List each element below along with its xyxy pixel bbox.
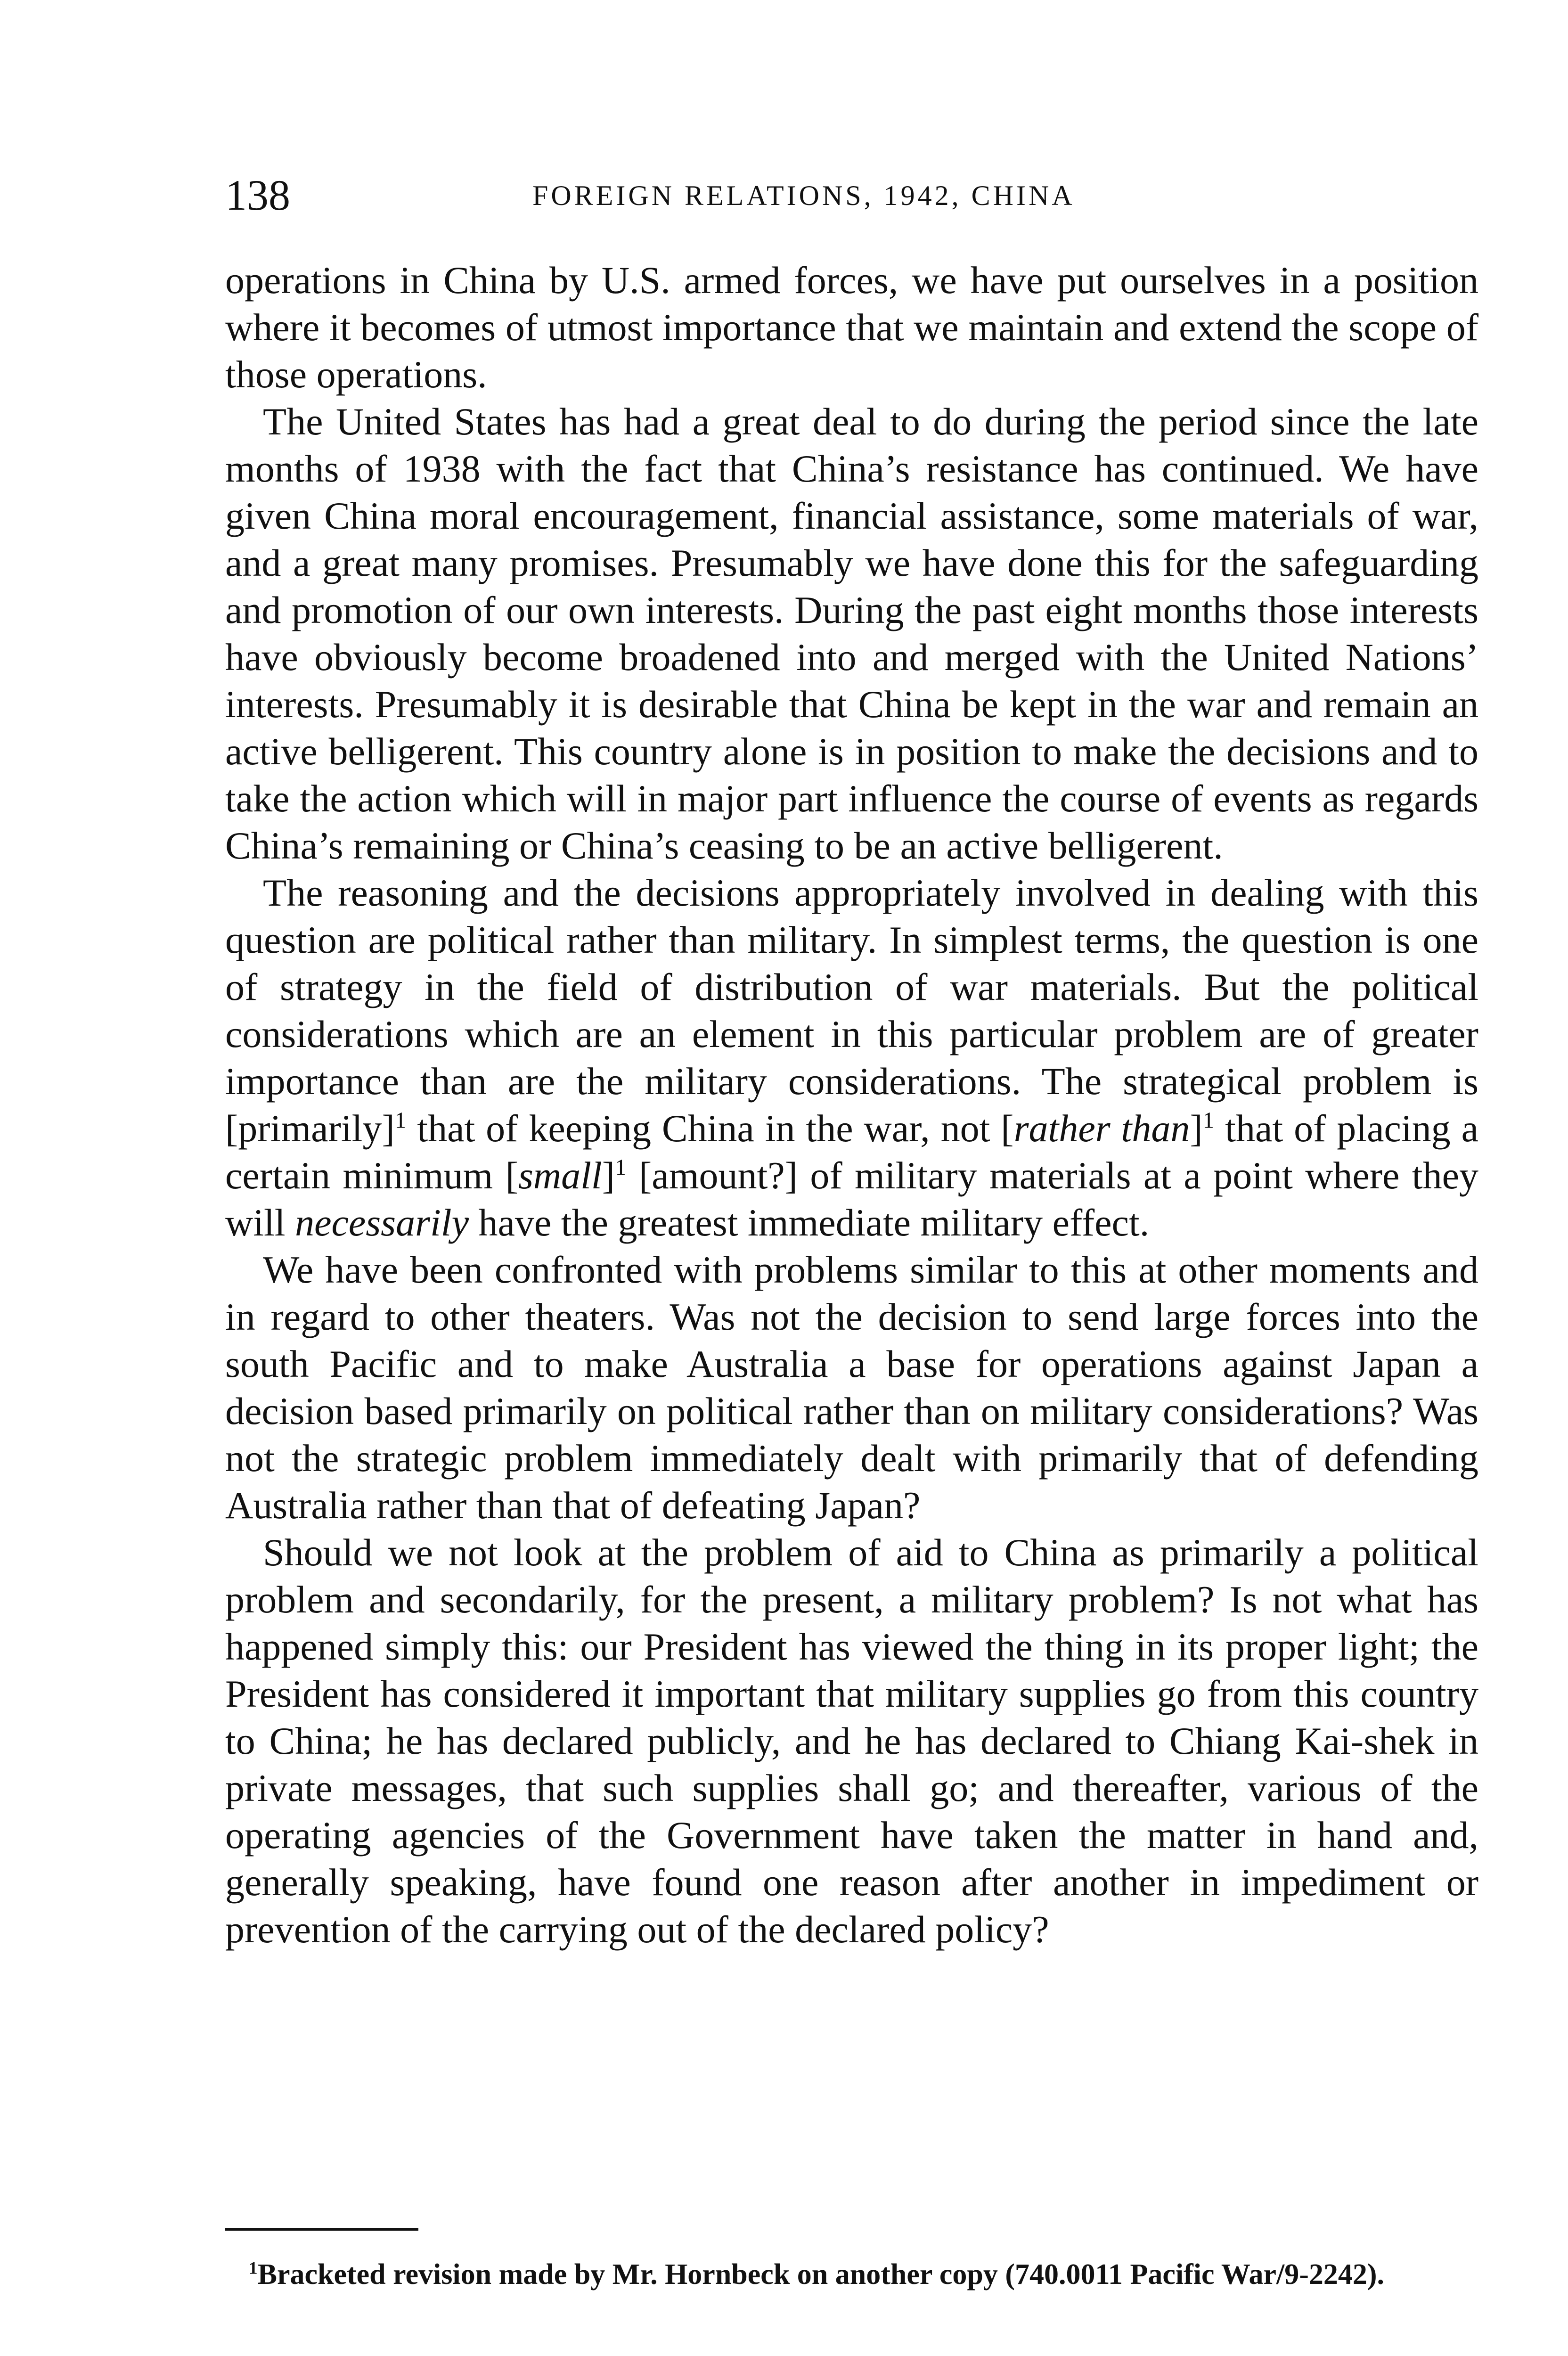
footnote-divider [225,2228,418,2231]
footnote-reference: 1 [394,1107,407,1133]
footnote-mark: 1 [249,2258,258,2278]
paragraph-3-text: [amount?] of military materials at a point where they will [225,1154,1478,1244]
paragraph-3-text: The reasoning and the decisions appropriately involved in dealing with this question are political rather than military. In simplest terms, the question is one of strategy in the field of distribution of war materials. But the political considerations which are an element in this particular problem are of greater importance than are the military considerations. The strategical problem is [primarily] [225,871,1478,1150]
paragraph-4: We have been confronted with problems similar to this at other moments and in regard to other theaters. Was not the decision to send large forces into the south Pacific and to make Australia a base for operations against Japan a decision based primarily on political rather than on military considerations? Was not the strategic problem immediately dealt with primarily that of defending Australia rather than that of defeating Japan? [225,1248,1478,1527]
paragraph-3-text: have the greatest immediate military effect. [468,1201,1150,1244]
paragraph-3-text: that of keeping China in the war, not [ [406,1107,1014,1150]
paragraph-5: Should we not look at the problem of aid to China as primarily a political problem and secondarily, for the present, a military problem? Is not what has happened simply this: our President has viewed the thing in its proper light; the President has considered it important that military supplies go from this country to China; he has declared publicly, and he has declared to Chiang Kai-shek in private messages, that such supplies shall go; and thereafter, various of the operating agencies of the Government have taken the matter in hand and, generally speaking, have found one reason after another in impediment or prevention of the carrying out of the declared policy? [225,1531,1478,1951]
italic-emphasis: necessarily [295,1201,469,1244]
paragraph-3 [225,869,1478,1246]
footnote-reference: 1 [1202,1107,1215,1133]
paragraph-3-text: that of placing a certain minimum [ [225,1107,1478,1197]
running-head: FOREIGN RELATIONS, 1942, CHINA [532,180,1075,211]
paragraph-3-text: ] [602,1154,615,1197]
body-text [225,257,1478,1953]
italic-revision: small [518,1154,602,1197]
page-number: 138 [225,171,290,219]
footnote-text: Bracketed revision made by Mr. Hornbeck on another copy (740.0011 Pacific War/9-2242). [257,2258,1385,2291]
paragraph-1: operations in China by U.S. armed forces, we have put ourselves in a position where it becomes of utmost importance that we maintain and extend the scope of those operations. [225,259,1478,396]
footnote-reference: 1 [615,1154,627,1180]
italic-revision: rather than [1013,1107,1190,1150]
paragraph-3-text: ] [1190,1107,1203,1150]
paragraph-2: The United States has had a great deal to do during the period since the late months of 1938 with the fact that China’s resistance has continued. We have given China moral encouragement, financial assistance, some materials of war, and a great many promises. Presumably we have done this for the safeguarding and promotion of our own interests. During the past eight months those interests have obviously become broadened into and merged with the United Nations’ interests. Presumably it is desirable that China be kept in the war and remain an active belligerent. This country alone is in position to make the decisions and to take the action which will in major part influence the course of events as regards China’s remaining or China’s ceasing to be an active belligerent. [225,400,1478,867]
footnote [225,2255,1478,2294]
